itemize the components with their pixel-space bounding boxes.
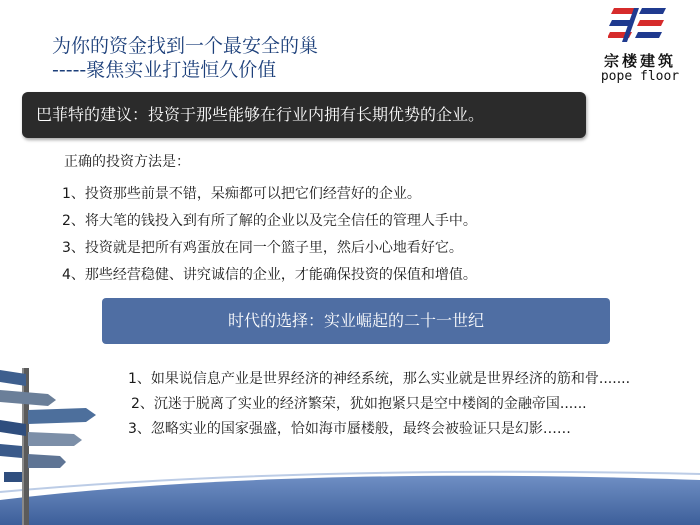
methods-list (62, 184, 622, 292)
list-item: 1、如果说信息产业是世界经济的神经系统，那么实业就是世界经济的筋和骨....... (128, 371, 631, 387)
era-list (128, 370, 673, 439)
era-banner-text: 时代的选择：实业崛起的二十一世纪 (227, 311, 484, 330)
era-banner (102, 298, 610, 344)
company-logo (590, 6, 690, 86)
logo-mark-icon (608, 6, 670, 46)
logo-chinese-name: 宗楼建筑 (603, 52, 676, 70)
list-item: 1、投资那些前景不错，呆痴都可以把它们经营好的企业。 (62, 186, 421, 202)
list-item: 2、将大笔的钱投入到有所了解的企业以及完全信任的管理人手中。 (62, 213, 477, 229)
list-item: 3、投资就是把所有鸡蛋放在同一个篮子里，然后小心地看好它。 (62, 240, 463, 256)
logo-english-name: pope floor (600, 69, 680, 84)
signpost-icon (0, 360, 112, 525)
title-line-sub: -----聚焦实业打造恒久价值 (52, 59, 277, 81)
title-line-main: 为你的资金找到一个最安全的巢 (52, 35, 319, 57)
buffett-advice-banner (22, 92, 586, 138)
buffett-advice-text: 巴菲特的建议：投资于那些能够在行业内拥有长期优势的企业。 (36, 105, 485, 124)
page-title (52, 34, 318, 82)
list-item: 3、忽略实业的国家强盛，恰如海市蜃楼般，最终会被验证只是幻影…… (128, 421, 571, 437)
methods-heading: 正确的投资方法是： (64, 154, 190, 170)
list-item: 2、沉迷于脱离了实业的经济繁荣，犹如抱紧只是空中楼阁的金融帝国...... (131, 396, 587, 412)
list-item: 4、那些经营稳健、讲究诚信的企业，才能确保投资的保值和增值。 (62, 267, 477, 283)
